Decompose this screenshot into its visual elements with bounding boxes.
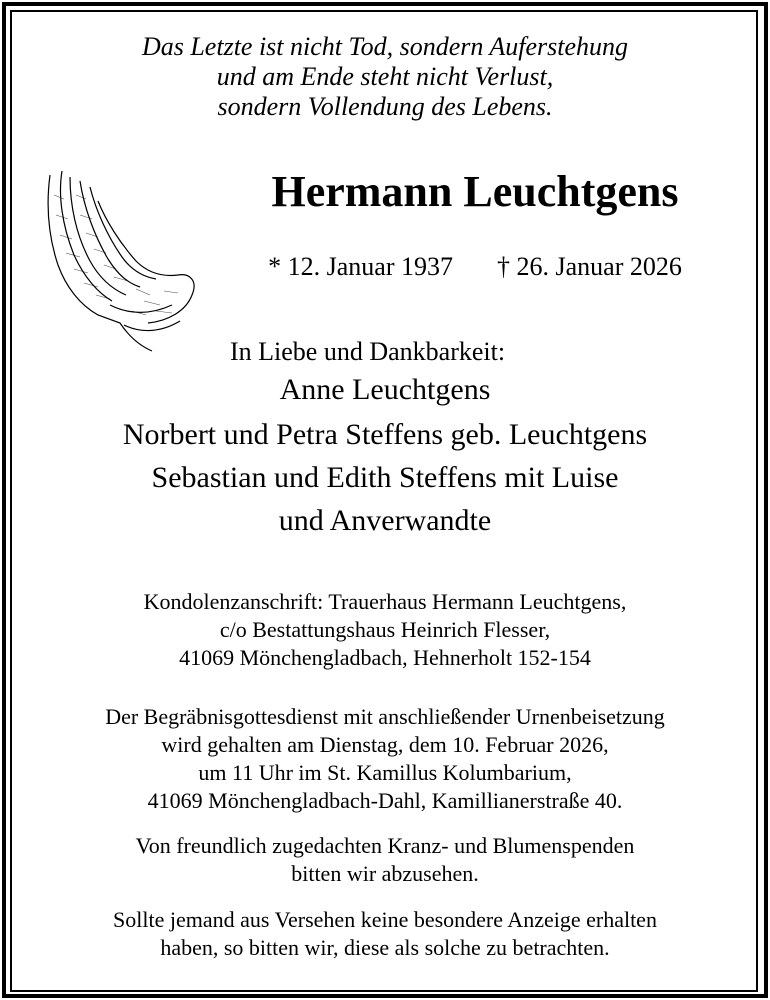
flowers-line-1: Von freundlich zugedachten Kranz- und Blumenspenden	[135, 833, 635, 858]
service-line-1: Der Begräbnisgottesdienst mit anschließender Urnenbeisetzung	[105, 704, 665, 729]
death-date: † 26. Januar 2026	[497, 252, 682, 281]
condolence-line-2: c/o Bestattungshaus Heinrich Flesser,	[219, 617, 551, 642]
quote-line-3: sondern Vollendung des Lebens.	[217, 92, 553, 121]
quote-line-1: Das Letzte ist nicht Tod, sondern Auferstehung	[141, 32, 629, 61]
birth-date: * 12. Januar 1937	[268, 252, 453, 281]
condolence-line-3: 41069 Mönchengladbach, Hehnerholt 152-154	[179, 645, 591, 670]
life-dates	[230, 254, 720, 280]
family-line-2: Norbert und Petra Steffens geb. Leuchtgens	[122, 418, 648, 451]
condolence-line-1: Kondolenzanschrift: Trauerhaus Hermann Leuchtgens,	[143, 589, 627, 614]
deceased-name: Hermann Leuchtgens	[271, 167, 679, 216]
service-line-2: wird gehalten am Dienstag, dem 10. Februar 2026,	[161, 732, 609, 757]
family-intro: In Liebe und Dankbarkeit:	[230, 337, 506, 366]
quote-line-2: und am Ende steht nicht Verlust,	[216, 62, 554, 91]
notice-line-1: Sollte jemand aus Versehen keine besondere Anzeige erhalten	[113, 907, 657, 932]
praying-hands-icon	[40, 165, 200, 355]
service-line-3: um 11 Uhr im St. Kamillus Kolumbarium,	[198, 760, 572, 785]
service-line-4: 41069 Mönchengladbach-Dahl, Kamillianerstraße 40.	[147, 788, 623, 813]
flowers-line-2: bitten wir abzusehen.	[291, 861, 479, 886]
family-line-1: Anne Leuchtgens	[279, 373, 491, 406]
family-line-4: und Anverwandte	[278, 504, 492, 537]
notice-line-2: haben, so bitten wir, diese als solche zu betrachten.	[160, 935, 610, 960]
family-line-3: Sebastian und Edith Steffens mit Luise	[151, 461, 619, 494]
